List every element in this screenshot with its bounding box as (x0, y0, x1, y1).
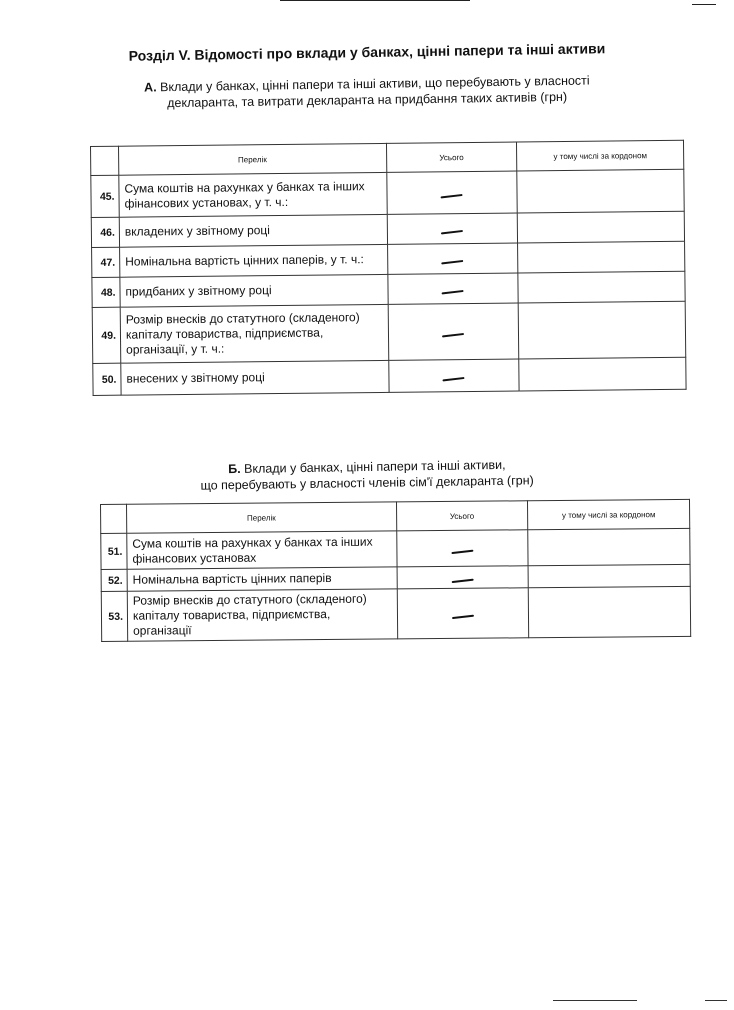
dash-mark (441, 229, 463, 234)
total-value (397, 588, 529, 639)
part-b-subtitle-line2: що перебувають у власності членів сім'ї декларанта (грн) (200, 473, 534, 493)
abroad-value (528, 528, 690, 565)
top-scan-line (280, 0, 470, 1)
total-header: Усього (386, 142, 517, 172)
top-right-scan-mark (692, 4, 716, 5)
part-b-table (100, 499, 691, 642)
row-label: Сума коштів на рахунках у банках та інших фінансових установах (127, 531, 397, 569)
dash-mark (441, 193, 463, 198)
total-value (388, 303, 519, 360)
row-number: 51. (101, 533, 127, 569)
part-a-subtitle (0, 70, 734, 114)
abroad-value (518, 241, 685, 273)
list-header: Перелік (118, 143, 386, 175)
table-row (101, 586, 690, 641)
dash-mark (443, 376, 465, 381)
abroad-header: у тому числі за кордоном (528, 499, 690, 529)
row-number: 48. (92, 277, 120, 307)
signature-line (553, 1000, 637, 1001)
dash-mark (452, 614, 474, 618)
part-a-subtitle-line2: декларанта, та витрати декларанта на придбання таких активів (грн) (167, 89, 568, 111)
abroad-value (519, 357, 686, 391)
abroad-header: у тому числі за кордоном (517, 140, 684, 171)
row-number: 52. (101, 569, 127, 591)
part-b-subtitle-line1: Вклади у банках, цінні папери та інші активи, (244, 457, 506, 476)
list-header: Перелік (126, 502, 396, 533)
dash-mark (452, 578, 474, 582)
row-label: вкладених у звітному році (119, 214, 387, 247)
table-row (101, 528, 690, 569)
total-value (387, 243, 518, 274)
total-value (386, 171, 517, 214)
part-b-letter: Б. (228, 461, 241, 477)
row-label: Номінальна вартість цінних паперів (127, 567, 397, 591)
signature-line-right (705, 1000, 727, 1001)
row-label: Сума коштів на рахунках у банках та інших фінансових установах, у т. ч.: (119, 172, 387, 217)
abroad-value (517, 169, 684, 213)
total-value (397, 566, 529, 589)
part-b-subtitle (0, 453, 734, 497)
row-number: 53. (101, 591, 127, 641)
total-value (388, 359, 519, 392)
dash-mark (442, 289, 464, 294)
row-label: Номінальна вартість цінних паперів, у т. ч.: (120, 244, 388, 277)
total-value (387, 213, 518, 244)
dash-mark (442, 259, 464, 264)
row-label: внесених у звітному році (121, 360, 389, 395)
dash-mark (451, 549, 473, 553)
part-a-letter: А. (144, 80, 157, 95)
table-row (92, 301, 686, 363)
row-number: 47. (92, 247, 120, 277)
part-a-table (90, 140, 687, 396)
abroad-value (518, 301, 685, 359)
total-header: Усього (396, 501, 528, 531)
total-value (387, 273, 518, 304)
abroad-value (529, 586, 691, 637)
num-header (101, 504, 127, 533)
row-number: 45. (91, 175, 119, 217)
table-row (93, 357, 686, 395)
row-number: 46. (91, 217, 119, 247)
row-label: Розмір внесків до статутного (складеного) капіталу товариства, підприємства, організації (127, 589, 397, 641)
abroad-value (528, 564, 690, 587)
row-label: Розмір внесків до статутного (складеного) капіталу товариства, підприємства, організації, у т. ч.: (120, 304, 388, 363)
table-row (91, 169, 684, 217)
total-value (396, 530, 528, 567)
row-label: придбаних у звітному році (120, 274, 388, 307)
part-a-subtitle-line1: Вклади у банках, цінні папери та інші активи, що перебувають у власності (159, 73, 590, 95)
dash-mark (442, 332, 464, 337)
abroad-value (518, 271, 685, 303)
abroad-value (518, 211, 685, 243)
num-header (91, 146, 119, 175)
row-number: 50. (93, 363, 121, 395)
section-title: Розділ V. Відомості про вклади у банках, цінні папери та інші активи (128, 40, 606, 64)
row-number: 49. (92, 307, 121, 363)
